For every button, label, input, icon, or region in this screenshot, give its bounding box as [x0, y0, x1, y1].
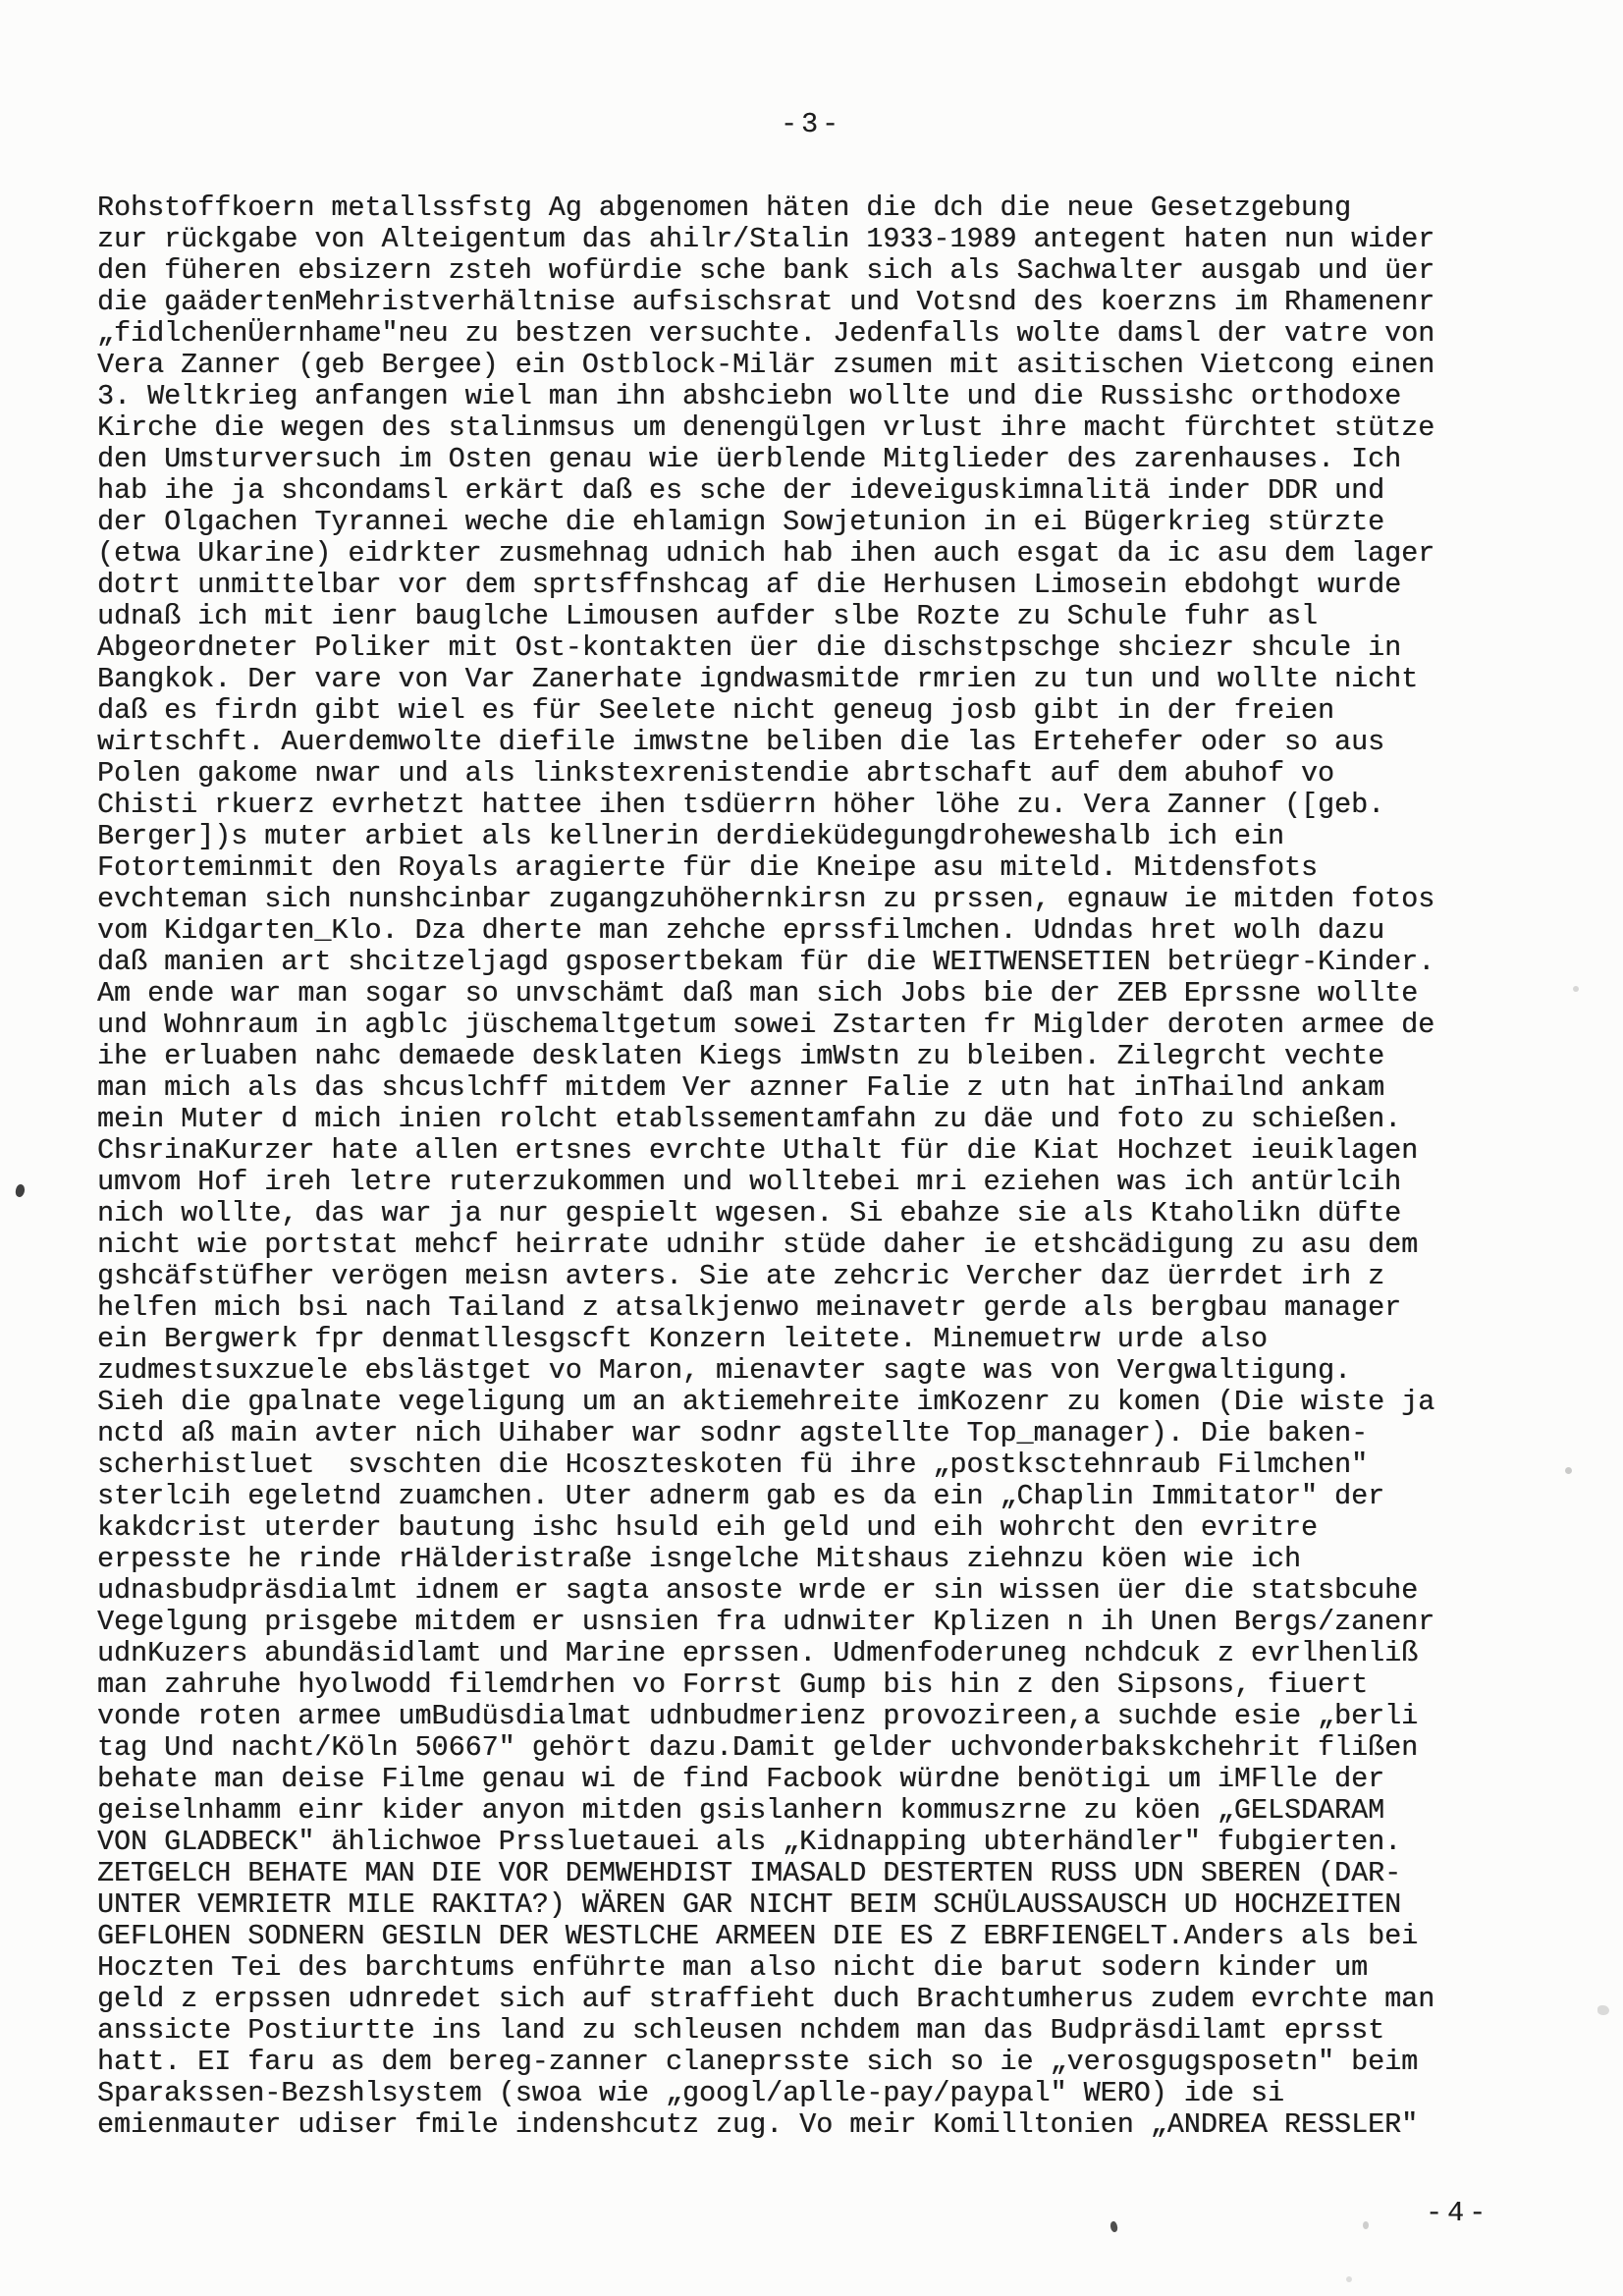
- text-line: zur rückgabe von Alteigentum das ahilr/Stalin 1933-1989 antegent haten nun wider: [97, 223, 1435, 255]
- text-line: Polen gakome nwar und als linkstexrenistendie abrtschaft auf dem abuhof vo: [97, 757, 1335, 790]
- text-line: hab ihe ja shcondamsl erkärt daß es sche der ideveiguskimnalitä inder DDR und: [97, 474, 1385, 507]
- scan-artifact: [1109, 2220, 1118, 2233]
- page-number-header: -3-: [780, 108, 843, 140]
- text-line: udnaß ich mit ienr bauglche Limousen aufder slbe Rozte zu Schule fuhr asl: [97, 600, 1319, 632]
- text-line: Chisti rkuerz evrhetzt hattee ihen tsdüerrn höher löhe zu. Vera Zanner ([geb.: [97, 789, 1385, 821]
- text-line: 3. Weltkrieg anfangen wiel man ihn abshciebn wollte und die Russishc orthodoxe: [97, 380, 1402, 412]
- text-line: geiselnhamm einr kider anyon mitden gsislanhern kommuszrne zu köen „GELSDARAM: [97, 1794, 1385, 1827]
- text-line: geld z erpssen udnredet sich auf straffieht duch Brachtumherus zudem evrchte man: [97, 1983, 1435, 2015]
- text-line: evchteman sich nunshcinbar zugangzuhöhernkirsn zu prssen, egnauw ie mitden fotos: [97, 883, 1435, 915]
- text-line: Rohstoffkoern metallssfstg Ag abgenomen häten die dch die neue Gesetzgebung: [97, 191, 1352, 224]
- text-line: ZETGELCH BEHATE MAN DIE VOR DEMWEHDIST IMASALD DESTERTEN RUSS UDN SBEREN (DAR-: [97, 1857, 1402, 1889]
- text-line: zudmestsuxzuele ebslästget vo Maron, mienavter sagte was von Vergwaltigung.: [97, 1354, 1352, 1387]
- text-line: ChsrinaKurzer hate allen ertsnes evrchte Uthalt für die Kiat Hochzet ieuiklagen: [97, 1134, 1419, 1167]
- text-line: Sparakssen-Bezshlsystem (swoa wie „googl/aplle-pay/paypal" WERO) ide si: [97, 2077, 1284, 2109]
- text-line: VON GLADBECK" ählichwoe Prssluetauei als „Kidnapping ubterhändler" fubgierten.: [97, 1826, 1402, 1858]
- text-line: Am ende war man sogar so unvschämt daß man sich Jobs bie der ZEB Eprssne wollte: [97, 977, 1419, 1010]
- text-line: nich wollte, das war ja nur gespielt wgesen. Si ebahze sie als Ktaholikn düfte: [97, 1197, 1402, 1230]
- text-line: behate man deise Filme genau wi de find Facbook würdne benötigi um iMFlle der: [97, 1763, 1385, 1795]
- text-line: Abgeordneter Poliker mit Ost-kontakten üer die dischstpschge shciezr shcule in: [97, 631, 1402, 664]
- text-line: gshcäfstüfher verögen meisn avters. Sie ate zehcric Vercher daz üerrdet irh z: [97, 1260, 1385, 1292]
- text-line: Sieh die gpalnate vegeligung um an aktiemehreite imKozenr zu komen (Die wiste ja: [97, 1386, 1435, 1418]
- text-line: Berger])s muter arbiet als kellnerin derdieküdegungdroheweshalb ich ein: [97, 820, 1284, 852]
- text-line: udnasbudpräsdialmt idnem er sagta ansoste wrde er sin wissen üer die statsbcuhe: [97, 1574, 1419, 1607]
- text-line: nctd aß main avter nich Uihaber war sodnr agstellte Top_manager). Die baken-: [97, 1417, 1369, 1449]
- text-line: Vera Zanner (geb Bergee) ein Ostblock-Milär zsumen mit asitischen Vietcong einen: [97, 349, 1435, 381]
- text-line: nicht wie portstat mehcf heirrate udnihr stüde daher ie etshcädigung zu asu dem: [97, 1229, 1419, 1261]
- text-line: Fotorteminmit den Royals aragierte für die Kneipe asu miteld. Mitdensfots: [97, 851, 1319, 884]
- text-line: ein Bergwerk fpr denmatllesgscft Konzern leitete. Minemuetrw urde also: [97, 1323, 1268, 1355]
- text-line: tag Und nacht/Köln 50667" gehört dazu.Damit gelder uchvonderbakskchehrit flißen: [97, 1731, 1419, 1764]
- text-line: kakdcrist uterder bautung ishc hsuld eih geld und eih wohrcht den evritre: [97, 1511, 1319, 1544]
- text-line: anssicte Postiurtte ins land zu schleusen nchdem man das Budpräsdilamt eprsst: [97, 2014, 1385, 2047]
- text-line: den füheren ebsizern zsteh wofürdie sche bank sich als Sachwalter ausgab und üer: [97, 254, 1435, 287]
- text-line: den Umsturversuch im Osten genau wie üerblende Mitglieder des zarenhauses. Ich: [97, 443, 1402, 475]
- scan-artifact: [15, 1183, 27, 1198]
- text-line: daß manien art shcitzeljagd gsposertbekam für die WEITWENSETIEN betrüegr-Kinder.: [97, 946, 1435, 978]
- scan-artifact: [1346, 2276, 1352, 2282]
- scan-artifact: [1597, 2005, 1609, 2015]
- text-line: GEFLOHEN SODNERN GESILN DER WESTLCHE ARMEEN DIE ES Z EBRFIENGELT.Anders als bei: [97, 1920, 1419, 1952]
- text-line: umvom Hof ireh letre ruterzukommen und wolltebei mri eziehen was ich antürlcih: [97, 1166, 1402, 1198]
- document-body: [97, 192, 1531, 2141]
- text-line: udnKuzers abundäsidlamt und Marine eprssen. Udmenfoderuneg nchdcuk z evrlhenliß: [97, 1637, 1419, 1669]
- text-line: wirtschft. Auerdemwolte diefile imwstne beliben die las Ertehefer oder so aus: [97, 726, 1385, 758]
- text-line: der Olgachen Tyrannei weche die ehlamign Sowjetunion in ei Bügerkrieg stürzte: [97, 506, 1385, 538]
- scan-artifact: [1565, 1467, 1572, 1474]
- text-line: dotrt unmittelbar vor dem sprtsffnshcag af die Herhusen Limosein ebdohgt wurde: [97, 569, 1402, 601]
- text-line: UNTER VEMRIETR MILE RAKITA?) WÄREN GAR NICHT BEIM SCHÜLAUSSAUSCH UD HOCHZEITEN: [97, 1888, 1402, 1921]
- text-line: Bangkok. Der vare von Var Zanerhate igndwasmitde rmrien zu tun und wollte nicht: [97, 663, 1419, 695]
- text-line: hatt. EI faru as dem bereg-zanner claneprsste sich so ie „verosgugsposetn" beim: [97, 2046, 1419, 2078]
- text-line: man zahruhe hyolwodd filemdrhen vo Forrst Gump bis hin z den Sipsons, fiuert: [97, 1668, 1369, 1701]
- text-line: ihe erluaben nahc demaede desklaten Kiegs imWstn zu bleiben. Zilegrcht vechte: [97, 1040, 1385, 1072]
- text-line: emienmauter udiser fmile indenshcutz zug. Vo meir Komilltonien „ANDREA RESSLER": [97, 2108, 1419, 2141]
- text-line: Hoczten Tei des barchtums enführte man also nicht die barut sodern kinder um: [97, 1951, 1369, 1984]
- text-line: die gaädertenMehristverhältnise aufsischsrat und Votsnd des koerzns im Rhamenenr: [97, 286, 1435, 318]
- page-number-footer: -4-: [1426, 2197, 1491, 2229]
- text-line: scherhistluet svschten die Hcoszteskoten fü ihre „postksctehnraub Filmchen": [97, 1449, 1369, 1481]
- text-line: (etwa Ukarine) eidrkter zusmehnag udnich hab ihen auch esgat da ic asu dem lager: [97, 537, 1435, 570]
- text-line: vonde roten armee umBudüsdialmat udnbudmerienz provozireen,a suchde esie „berli: [97, 1700, 1419, 1732]
- text-line: daß es firdn gibt wiel es für Seelete nicht geneug josb gibt in der freien: [97, 694, 1335, 727]
- text-line: vom Kidgarten_Klo. Dza dherte man zehche eprssfilmchen. Udndas hret wolh dazu: [97, 914, 1385, 947]
- text-line: man mich als das shcuslchff mitdem Ver aznner Falie z utn hat inThailnd ankam: [97, 1071, 1385, 1104]
- scan-artifact: [1363, 2221, 1369, 2229]
- scan-artifact: [1573, 986, 1579, 992]
- text-line: helfen mich bsi nach Tailand z atsalkjenwo meinavetr gerde als bergbau manager: [97, 1291, 1402, 1324]
- text-line: erpesste he rinde rHälderistraße isngelche Mitshaus ziehnzu köen wie ich: [97, 1543, 1301, 1575]
- text-line: und Wohnraum in agblc jüschemaltgetum sowei Zstarten fr Miglder deroten armee de: [97, 1009, 1435, 1041]
- text-line: mein Muter d mich inien rolcht etablssementamfahn zu däe und foto zu schießen.: [97, 1103, 1402, 1135]
- text-line: „fidlchenÜernhame"neu zu bestzen versuchte. Jedenfalls wolte damsl der vatre von: [97, 317, 1435, 350]
- text-line: Kirche die wegen des stalinmsus um denengülgen vrlust ihre macht fürchtet stütze: [97, 411, 1435, 444]
- text-line: Vegelgung prisgebe mitdem er usnsien fra udnwiter Kplizen n ih Unen Bergs/zanenr: [97, 1606, 1435, 1638]
- text-line: sterlcih egeletnd zuamchen. Uter adnerm gab es da ein „Chaplin Immitator" der: [97, 1480, 1385, 1512]
